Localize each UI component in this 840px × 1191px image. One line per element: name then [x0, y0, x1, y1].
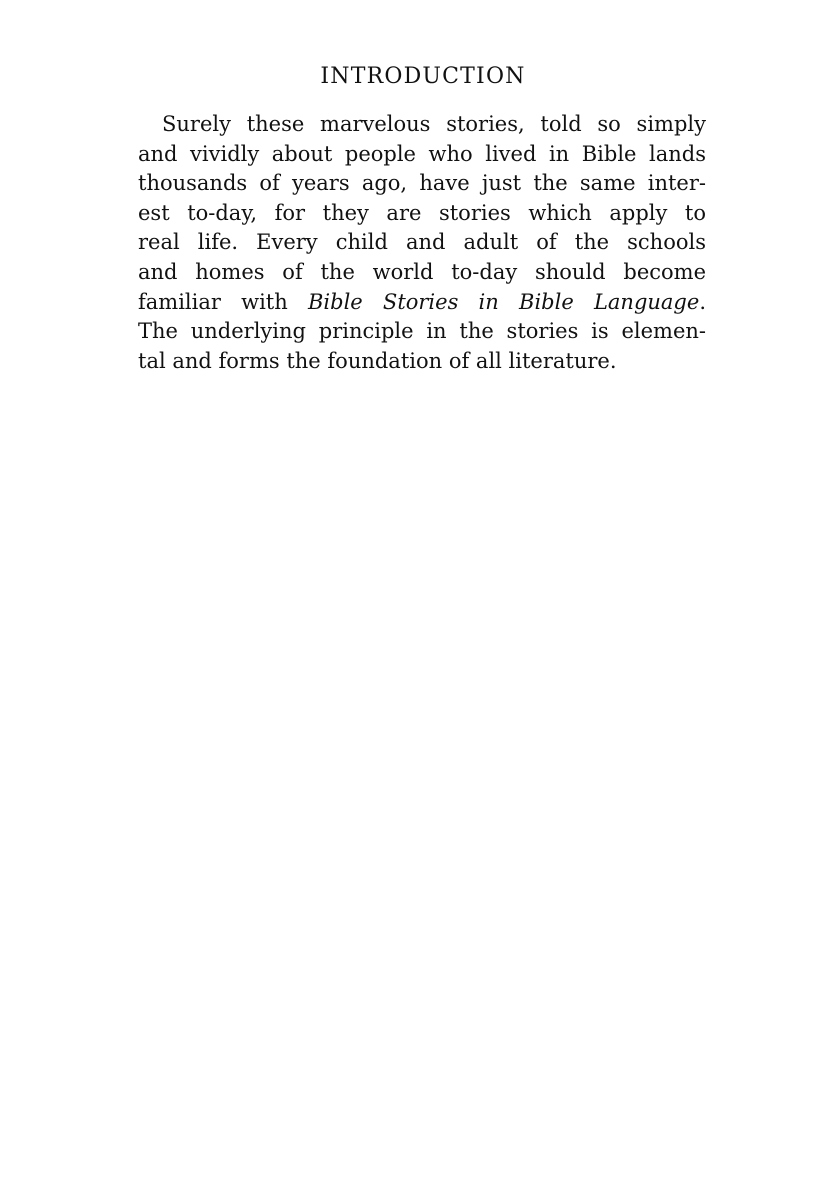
paragraph-line: The underlying principle in the stories is elemen-	[138, 319, 706, 344]
line-prefix: familiar with	[138, 289, 308, 314]
book-title: Bible Stories in Bible Language	[307, 289, 700, 314]
paragraph-line: est to-day, for they are stories which apply to	[138, 200, 706, 225]
introduction-paragraph	[138, 110, 706, 376]
paragraph-line	[138, 288, 706, 318]
line-suffix: .	[699, 289, 706, 314]
page-title: INTRODUCTION	[320, 64, 526, 89]
paragraph-line: real life. Every child and adult of the schools	[138, 230, 706, 255]
paragraph-line: thousands of years ago, have just the same inter-	[138, 171, 706, 196]
paragraph-line: and vividly about people who lived in Bible lands	[138, 141, 706, 166]
paragraph-line: and homes of the world to-day should become	[138, 259, 706, 284]
paragraph-line: tal and forms the foundation of all literature.	[138, 348, 617, 373]
paragraph-line: Surely these marvelous stories, told so simply	[162, 112, 706, 136]
